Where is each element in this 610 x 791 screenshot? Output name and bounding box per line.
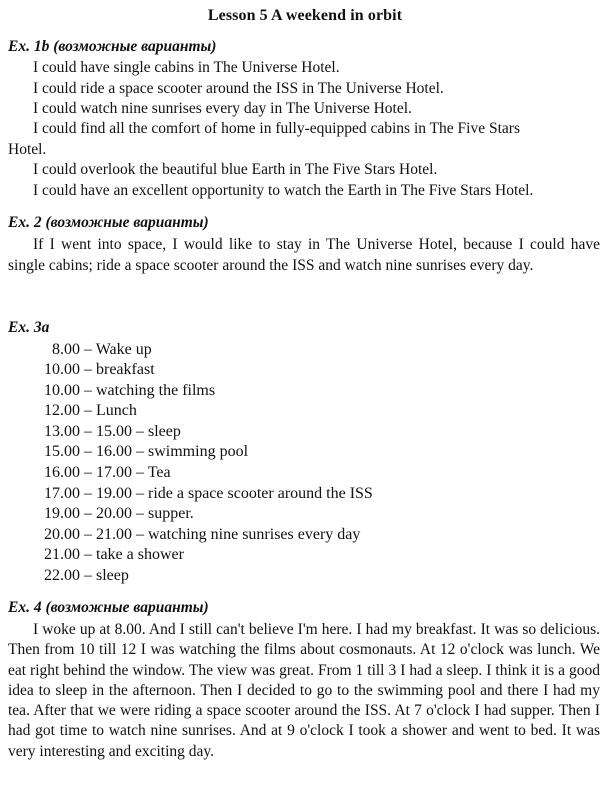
ex4-heading: Ex. 4 (возможные варианты) [8, 599, 209, 616]
schedule-activity: – 16.00 – swimming pool [84, 443, 249, 460]
ex1-line-2: I could ride a space scooter around the ISS in The Universe Hotel. [33, 80, 444, 97]
schedule-activity: – Wake up [84, 341, 152, 358]
ex1-line-7: I could have an excellent opportunity to watch the Earth in The Five Stars Hotel. [33, 182, 534, 199]
schedule-row [8, 504, 194, 524]
ex1-line-5: Hotel. [8, 141, 47, 158]
lesson-title: Lesson 5 A weekend in orbit [207, 7, 403, 24]
schedule-activity: – 19.00 – ride a space scooter around the ISS [84, 485, 373, 502]
schedule-row [8, 484, 373, 504]
schedule-activity: – 21.00 – watching nine sunrises every day [84, 526, 361, 543]
schedule-activity: – breakfast [84, 361, 155, 378]
schedule-time: 17.00 [44, 485, 80, 502]
schedule-activity: – 20.00 – supper. [84, 505, 194, 522]
schedule-row [8, 401, 137, 421]
schedule-activity: – watching the films [84, 382, 216, 399]
schedule-time: 13.00 [44, 423, 80, 440]
schedule-time: 15.00 [44, 443, 80, 460]
schedule-time: 16.00 [44, 464, 80, 481]
schedule-time: 22.00 [44, 567, 80, 584]
schedule-activity: – 15.00 – sleep [84, 423, 181, 440]
ex1-heading: Ex. 1b (возможные варианты) [8, 38, 217, 55]
schedule-row [8, 340, 152, 360]
schedule-row [8, 566, 129, 586]
ex3-heading: Ex. 3a [8, 319, 50, 336]
ex1-line-1: I could have single cabins in The Universe Hotel. [33, 59, 340, 76]
schedule-time: 21.00 [44, 546, 80, 563]
schedule-row [8, 525, 360, 545]
ex4-paragraph: I woke up at 8.00. And I still can't believe I'm here. I had my breakfast. It was so delicious. Then from 10 till 12 I was watching the films about cosmonauts. At 12 o'clock was lunch. We eat right behind the window. The view was great. From 1 till 3 I had a sleep. I think it is a good idea to sleep in the afternoon. Then I decided to go to the swimming pool and there I had my tea. After that we were riding a space scooter around the ISS. At 7 o'clock I had supper. Then I had got time to watch nine sunrises. And at 9 o'clock I took a shower and went to bed. It was very interesting and exciting day. [8, 621, 600, 760]
schedule-time: 10.00 [44, 361, 80, 378]
schedule-time: 10.00 [44, 382, 80, 399]
schedule-row [8, 381, 215, 401]
schedule-activity: – take a shower [84, 546, 184, 563]
schedule-row [8, 360, 155, 380]
schedule-activity: – sleep [84, 567, 129, 584]
schedule-row [8, 442, 248, 462]
schedule-row [8, 463, 171, 483]
ex1-line-6: I could overlook the beautiful blue Earth in The Five Stars Hotel. [33, 161, 438, 178]
ex2-paragraph: If I went into space, I would like to stay in The Universe Hotel, because I could have single cabins; ride a space scooter around the ISS and watch nine sunrises every day. [8, 236, 600, 274]
ex2-heading: Ex. 2 (возможные варианты) [8, 214, 209, 231]
schedule-time: 12.00 [44, 402, 80, 419]
schedule-row [8, 545, 184, 565]
schedule-activity: – Lunch [84, 402, 137, 419]
ex1-line-4: I could find all the comfort of home in fully-equipped cabins in The Five Stars [33, 120, 520, 137]
schedule-activity: – 17.00 – Tea [84, 464, 171, 481]
ex1-line-3: I could watch nine sunrises every day in The Universe Hotel. [33, 100, 412, 117]
schedule-time: 8.00 [52, 341, 80, 358]
schedule-time: 20.00 [44, 526, 80, 543]
schedule-row [8, 422, 181, 442]
schedule-time: 19.00 [44, 505, 80, 522]
